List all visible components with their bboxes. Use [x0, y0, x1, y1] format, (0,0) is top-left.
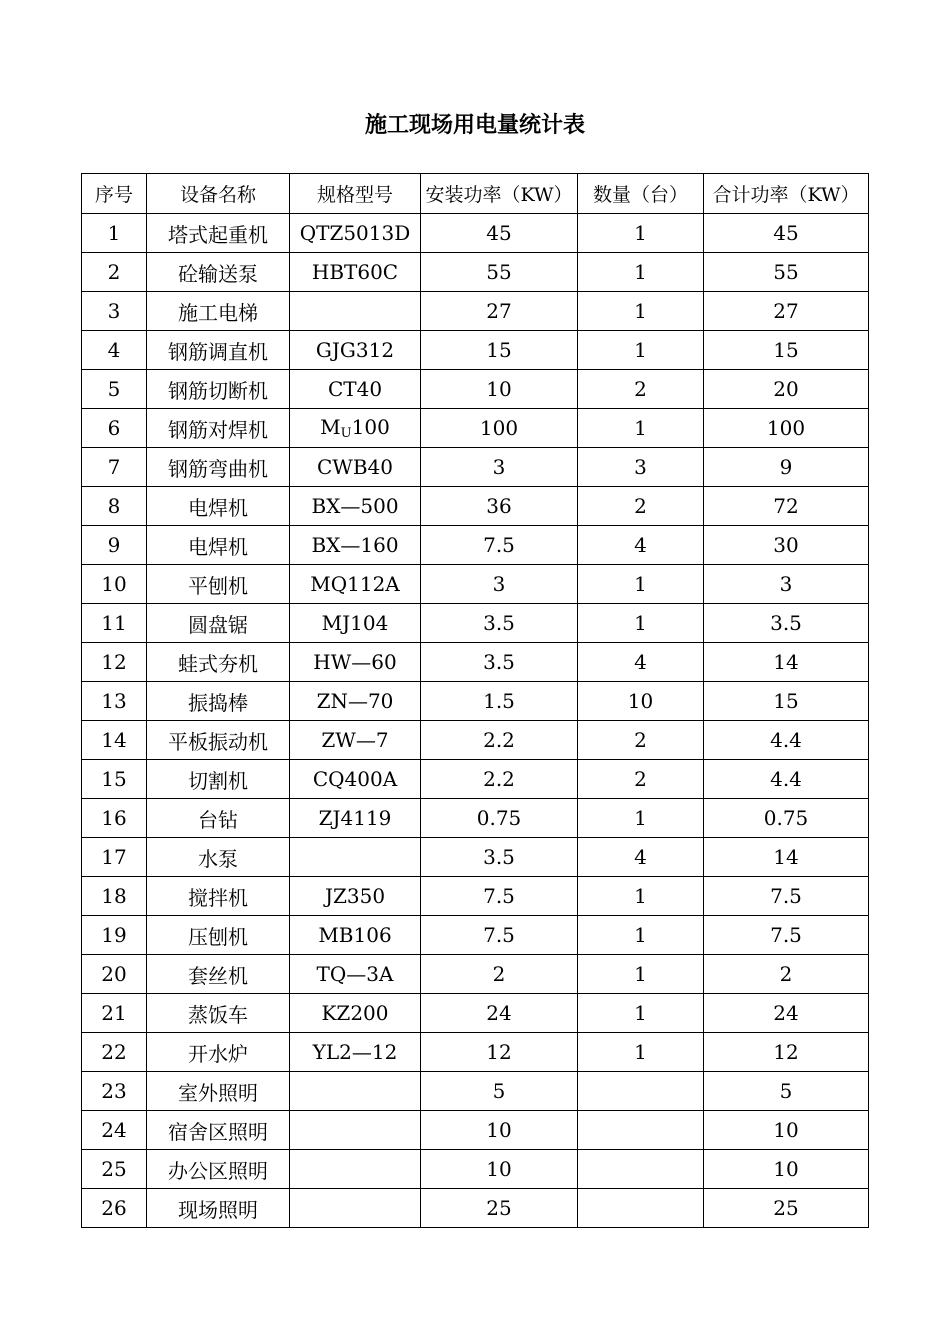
- cell-serial-number: 19: [82, 916, 147, 955]
- cell-equipment-name: 钢筋切断机: [147, 370, 290, 409]
- cell-equipment-name: 砼输送泵: [147, 253, 290, 292]
- header-quantity: 数量（台）: [578, 174, 704, 214]
- cell-quantity: [578, 1072, 704, 1111]
- cell-installed-power: 55: [421, 253, 578, 292]
- cell-equipment-name: 开水炉: [147, 1033, 290, 1072]
- cell-equipment-name: 蒸饭车: [147, 994, 290, 1033]
- cell-total-power: 7.5: [704, 877, 869, 916]
- page-title: 施工现场用电量统计表: [364, 113, 585, 138]
- spec-suffix: 100: [351, 415, 390, 439]
- cell-quantity: 1: [578, 877, 704, 916]
- cell-quantity: [578, 1150, 704, 1189]
- cell-serial-number: 11: [82, 604, 147, 643]
- cell-spec-model: KZ200: [290, 994, 421, 1033]
- cell-installed-power: 2.2: [421, 760, 578, 799]
- cell-serial-number: 13: [82, 682, 147, 721]
- cell-installed-power: 27: [421, 292, 578, 331]
- cell-quantity: 10: [578, 682, 704, 721]
- cell-serial-number: 6: [82, 409, 147, 448]
- cell-spec-model: ZJ4119: [290, 799, 421, 838]
- cell-quantity: 1: [578, 292, 704, 331]
- cell-total-power: 7.5: [704, 916, 869, 955]
- cell-total-power: 24: [704, 994, 869, 1033]
- cell-total-power: 14: [704, 838, 869, 877]
- cell-quantity: 1: [578, 916, 704, 955]
- cell-serial-number: 24: [82, 1111, 147, 1150]
- cell-serial-number: 3: [82, 292, 147, 331]
- table-row: [82, 1150, 869, 1189]
- cell-spec-model: [290, 838, 421, 877]
- table-row: [82, 1033, 869, 1072]
- cell-quantity: 1: [578, 214, 704, 253]
- cell-total-power: 25: [704, 1189, 869, 1228]
- cell-equipment-name: 水泵: [147, 838, 290, 877]
- table-row: [82, 721, 869, 760]
- cell-installed-power: 10: [421, 1150, 578, 1189]
- cell-quantity: 1: [578, 604, 704, 643]
- table-row: [82, 331, 869, 370]
- cell-spec-model: [290, 292, 421, 331]
- cell-total-power: 10: [704, 1150, 869, 1189]
- cell-quantity: [578, 1189, 704, 1228]
- cell-total-power: 72: [704, 487, 869, 526]
- cell-spec-model: GJG312: [290, 331, 421, 370]
- cell-quantity: 4: [578, 838, 704, 877]
- cell-quantity: 4: [578, 526, 704, 565]
- cell-installed-power: 3: [421, 565, 578, 604]
- cell-equipment-name: 切割机: [147, 760, 290, 799]
- cell-total-power: 45: [704, 214, 869, 253]
- cell-equipment-name: 蛙式夯机: [147, 643, 290, 682]
- cell-spec-model: CT40: [290, 370, 421, 409]
- cell-quantity: 1: [578, 331, 704, 370]
- cell-installed-power: 7.5: [421, 877, 578, 916]
- cell-quantity: 1: [578, 799, 704, 838]
- cell-spec-model: JZ350: [290, 877, 421, 916]
- cell-serial-number: 9: [82, 526, 147, 565]
- cell-equipment-name: 压刨机: [147, 916, 290, 955]
- cell-installed-power: 3.5: [421, 604, 578, 643]
- cell-spec-model: YL2—12: [290, 1033, 421, 1072]
- table-row: [82, 292, 869, 331]
- table-row: [82, 409, 869, 448]
- cell-installed-power: 2.2: [421, 721, 578, 760]
- cell-spec-model: HW—60: [290, 643, 421, 682]
- cell-serial-number: 1: [82, 214, 147, 253]
- cell-serial-number: 10: [82, 565, 147, 604]
- cell-serial-number: 25: [82, 1150, 147, 1189]
- cell-installed-power: 10: [421, 1111, 578, 1150]
- cell-serial-number: 20: [82, 955, 147, 994]
- cell-serial-number: 5: [82, 370, 147, 409]
- cell-spec-model: [290, 1072, 421, 1111]
- cell-quantity: 2: [578, 487, 704, 526]
- cell-installed-power: 36: [421, 487, 578, 526]
- cell-installed-power: 2: [421, 955, 578, 994]
- cell-total-power: 4.4: [704, 760, 869, 799]
- cell-installed-power: 45: [421, 214, 578, 253]
- cell-total-power: 15: [704, 331, 869, 370]
- table-row: [82, 1072, 869, 1111]
- cell-equipment-name: 办公区照明: [147, 1150, 290, 1189]
- table-row: [82, 448, 869, 487]
- cell-installed-power: 10: [421, 370, 578, 409]
- cell-spec-model: CQ400A: [290, 760, 421, 799]
- cell-installed-power: 12: [421, 1033, 578, 1072]
- cell-serial-number: 2: [82, 253, 147, 292]
- cell-total-power: 12: [704, 1033, 869, 1072]
- cell-installed-power: 3.5: [421, 643, 578, 682]
- cell-quantity: 1: [578, 565, 704, 604]
- cell-equipment-name: 电焊机: [147, 526, 290, 565]
- power-usage-table: [81, 173, 869, 1228]
- cell-total-power: 20: [704, 370, 869, 409]
- cell-installed-power: 25: [421, 1189, 578, 1228]
- spec-subscript: U: [340, 426, 352, 441]
- cell-serial-number: 14: [82, 721, 147, 760]
- cell-installed-power: 0.75: [421, 799, 578, 838]
- header-spec-model: 规格型号: [290, 174, 421, 214]
- table-body: [82, 214, 869, 1228]
- table-row: [82, 214, 869, 253]
- cell-quantity: 4: [578, 643, 704, 682]
- cell-total-power: 14: [704, 643, 869, 682]
- header-total-power: 合计功率（KW）: [704, 174, 869, 214]
- cell-spec-model: [290, 1111, 421, 1150]
- table-row: [82, 799, 869, 838]
- cell-spec-model: [290, 1189, 421, 1228]
- cell-equipment-name: 电焊机: [147, 487, 290, 526]
- cell-spec-model: TQ—3A: [290, 955, 421, 994]
- cell-equipment-name: 宿舍区照明: [147, 1111, 290, 1150]
- cell-serial-number: 12: [82, 643, 147, 682]
- cell-total-power: 27: [704, 292, 869, 331]
- cell-total-power: 55: [704, 253, 869, 292]
- cell-quantity: 1: [578, 409, 704, 448]
- cell-equipment-name: 塔式起重机: [147, 214, 290, 253]
- cell-serial-number: 23: [82, 1072, 147, 1111]
- cell-total-power: 30: [704, 526, 869, 565]
- cell-spec-model: MQ112A: [290, 565, 421, 604]
- cell-quantity: 1: [578, 1033, 704, 1072]
- cell-equipment-name: 现场照明: [147, 1189, 290, 1228]
- cell-serial-number: 15: [82, 760, 147, 799]
- cell-installed-power: 1.5: [421, 682, 578, 721]
- cell-total-power: 15: [704, 682, 869, 721]
- cell-serial-number: 17: [82, 838, 147, 877]
- cell-spec-model: HBT60C: [290, 253, 421, 292]
- table-header-row: [82, 174, 869, 214]
- cell-equipment-name: 搅拌机: [147, 877, 290, 916]
- cell-equipment-name: 施工电梯: [147, 292, 290, 331]
- cell-equipment-name: 台钻: [147, 799, 290, 838]
- cell-equipment-name: 振捣棒: [147, 682, 290, 721]
- table-row: [82, 565, 869, 604]
- cell-serial-number: 26: [82, 1189, 147, 1228]
- cell-quantity: 1: [578, 253, 704, 292]
- cell-installed-power: 100: [421, 409, 578, 448]
- cell-total-power: 2: [704, 955, 869, 994]
- table-row: [82, 877, 869, 916]
- cell-equipment-name: 钢筋调直机: [147, 331, 290, 370]
- cell-equipment-name: 平刨机: [147, 565, 290, 604]
- cell-total-power: 100: [704, 409, 869, 448]
- cell-equipment-name: 钢筋对焊机: [147, 409, 290, 448]
- cell-quantity: 2: [578, 370, 704, 409]
- cell-serial-number: 4: [82, 331, 147, 370]
- cell-equipment-name: 室外照明: [147, 1072, 290, 1111]
- cell-total-power: 3.5: [704, 604, 869, 643]
- cell-equipment-name: 钢筋弯曲机: [147, 448, 290, 487]
- cell-spec-model: ZN—70: [290, 682, 421, 721]
- table-row: [82, 526, 869, 565]
- cell-total-power: 5: [704, 1072, 869, 1111]
- cell-spec-model: MB106: [290, 916, 421, 955]
- cell-total-power: 9: [704, 448, 869, 487]
- cell-quantity: [578, 1111, 704, 1150]
- table-row: [82, 370, 869, 409]
- cell-serial-number: 22: [82, 1033, 147, 1072]
- table-row: [82, 760, 869, 799]
- table-row: [82, 994, 869, 1033]
- cell-spec-model: MJ104: [290, 604, 421, 643]
- cell-spec-model: [290, 409, 421, 448]
- cell-spec-model: BX—160: [290, 526, 421, 565]
- table-row: [82, 604, 869, 643]
- cell-installed-power: 3.5: [421, 838, 578, 877]
- cell-installed-power: 24: [421, 994, 578, 1033]
- cell-spec-model: [290, 1150, 421, 1189]
- cell-spec-model: QTZ5013D: [290, 214, 421, 253]
- table-row: [82, 1111, 869, 1150]
- cell-total-power: 4.4: [704, 721, 869, 760]
- cell-spec-model: BX—500: [290, 487, 421, 526]
- cell-serial-number: 8: [82, 487, 147, 526]
- cell-installed-power: 7.5: [421, 526, 578, 565]
- cell-serial-number: 16: [82, 799, 147, 838]
- cell-equipment-name: 平板振动机: [147, 721, 290, 760]
- table-row: [82, 253, 869, 292]
- table-row: [82, 916, 869, 955]
- cell-serial-number: 21: [82, 994, 147, 1033]
- header-serial-number: 序号: [82, 174, 147, 214]
- header-equipment-name: 设备名称: [147, 174, 290, 214]
- cell-spec-model: ZW—7: [290, 721, 421, 760]
- cell-quantity: 2: [578, 760, 704, 799]
- cell-installed-power: 5: [421, 1072, 578, 1111]
- cell-quantity: 1: [578, 994, 704, 1033]
- cell-equipment-name: 圆盘锯: [147, 604, 290, 643]
- cell-installed-power: 3: [421, 448, 578, 487]
- table-row: [82, 682, 869, 721]
- cell-quantity: 1: [578, 955, 704, 994]
- cell-equipment-name: 套丝机: [147, 955, 290, 994]
- table-row: [82, 955, 869, 994]
- cell-quantity: 3: [578, 448, 704, 487]
- cell-total-power: 0.75: [704, 799, 869, 838]
- cell-serial-number: 7: [82, 448, 147, 487]
- table-row: [82, 838, 869, 877]
- table-row: [82, 1189, 869, 1228]
- cell-total-power: 3: [704, 565, 869, 604]
- cell-spec-model: CWB40: [290, 448, 421, 487]
- header-installed-power: 安装功率（KW）: [421, 174, 578, 214]
- cell-serial-number: 18: [82, 877, 147, 916]
- cell-installed-power: 7.5: [421, 916, 578, 955]
- table-row: [82, 487, 869, 526]
- spec-prefix: M: [320, 415, 341, 439]
- cell-quantity: 2: [578, 721, 704, 760]
- cell-total-power: 10: [704, 1111, 869, 1150]
- cell-installed-power: 15: [421, 331, 578, 370]
- table-row: [82, 643, 869, 682]
